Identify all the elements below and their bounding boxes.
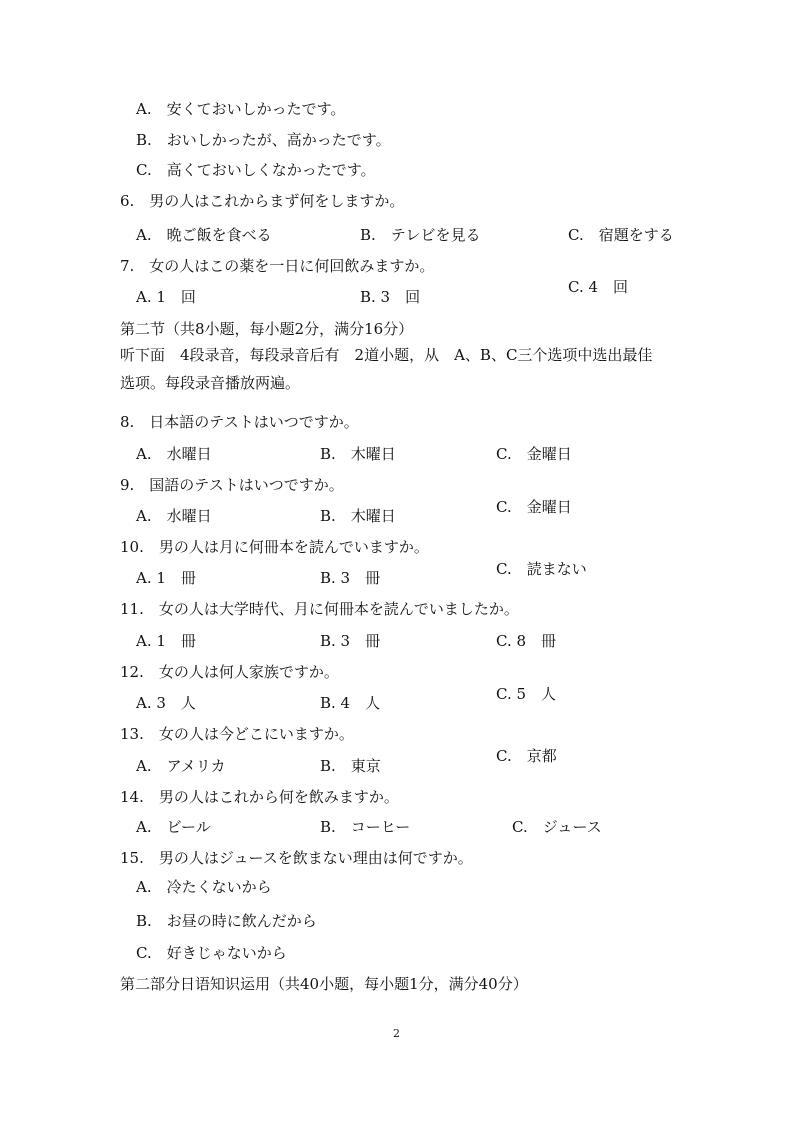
question-8: 8. 日本語のテストはいつですか。: [120, 413, 359, 431]
part-2-heading: 第二部分日语知识运用（共40小题，每小题1分，满分40分）: [120, 975, 528, 993]
question-15: 15. 男の人はジュースを飲まない理由は何ですか。: [120, 849, 473, 867]
q9-option-a: A. 水曜日: [136, 507, 212, 525]
q7-option-a: A. 1 回: [136, 288, 196, 306]
q13-option-a: A. アメリカ: [136, 757, 226, 775]
section-2-instruction-line1: 听下面 4段录音，每段录音后有 2道小题，从 A、B、C三个选项中选出最佳: [120, 346, 653, 364]
q9-option-c: C. 金曜日: [496, 498, 572, 516]
page-number: 2: [393, 1027, 400, 1040]
q11-option-c: C. 8 冊: [496, 632, 557, 650]
q13-option-c: C. 京都: [496, 747, 557, 765]
question-9: 9. 国語のテストはいつですか。: [120, 476, 344, 494]
q9-option-b: B. 木曜日: [320, 507, 396, 525]
q12-option-c: C. 5 人: [496, 685, 557, 703]
q13-option-b: B. 東京: [320, 757, 381, 775]
q15-option-b: B. お昼の時に飲んだから: [136, 912, 317, 930]
q6-option-c: C. 宿題をする: [568, 226, 674, 244]
q12-option-a: A. 3 人: [136, 694, 196, 712]
q5-option-b: B. おいしかったが、高かったです。: [136, 131, 391, 149]
q8-option-b: B. 木曜日: [320, 445, 396, 463]
q8-option-c: C. 金曜日: [496, 445, 572, 463]
q10-option-b: B. 3 冊: [320, 569, 381, 587]
q15-option-a: A. 冷たくないから: [136, 878, 272, 896]
q5-option-c: C. 高くておいしくなかったです。: [136, 161, 376, 179]
q7-option-b: B. 3 回: [360, 288, 421, 306]
q14-option-c: C. ジュース: [512, 818, 602, 836]
section-2-instruction-line2: 选项。每段录音播放两遍。: [120, 374, 301, 392]
question-6: 6. 男の人はこれからまず何をしますか。: [120, 192, 405, 210]
q6-option-a: A. 晩ご飯を食べる: [136, 226, 272, 244]
question-14: 14. 男の人はこれから何を飲みますか。: [120, 788, 399, 806]
q14-option-b: B. コーヒー: [320, 818, 411, 836]
q12-option-b: B. 4 人: [320, 694, 381, 712]
q6-option-b: B. テレビを見る: [360, 226, 481, 244]
q5-option-a: A. 安くておいしかったです。: [136, 100, 346, 118]
q10-option-c: C. 読まない: [496, 560, 587, 578]
q11-option-b: B. 3 冊: [320, 632, 381, 650]
question-13: 13. 女の人は今どこにいますか。: [120, 725, 354, 743]
section-2-heading: 第二节（共8小题，每小题2分，满分16分）: [120, 320, 414, 338]
q10-option-a: A. 1 冊: [136, 569, 196, 587]
question-7: 7. 女の人はこの薬を一日に何回飲みますか。: [120, 257, 435, 275]
q8-option-a: A. 水曜日: [136, 445, 212, 463]
q14-option-a: A. ビール: [136, 818, 211, 836]
question-12: 12. 女の人は何人家族ですか。: [120, 663, 339, 681]
question-11: 11. 女の人は大学時代、月に何冊本を読んでいましたか。: [120, 600, 519, 618]
q15-option-c: C. 好きじゃないから: [136, 944, 287, 962]
q7-option-c: C. 4 回: [568, 278, 629, 296]
q11-option-a: A. 1 冊: [136, 632, 196, 650]
question-10: 10. 男の人は月に何冊本を読んでいますか。: [120, 538, 429, 556]
